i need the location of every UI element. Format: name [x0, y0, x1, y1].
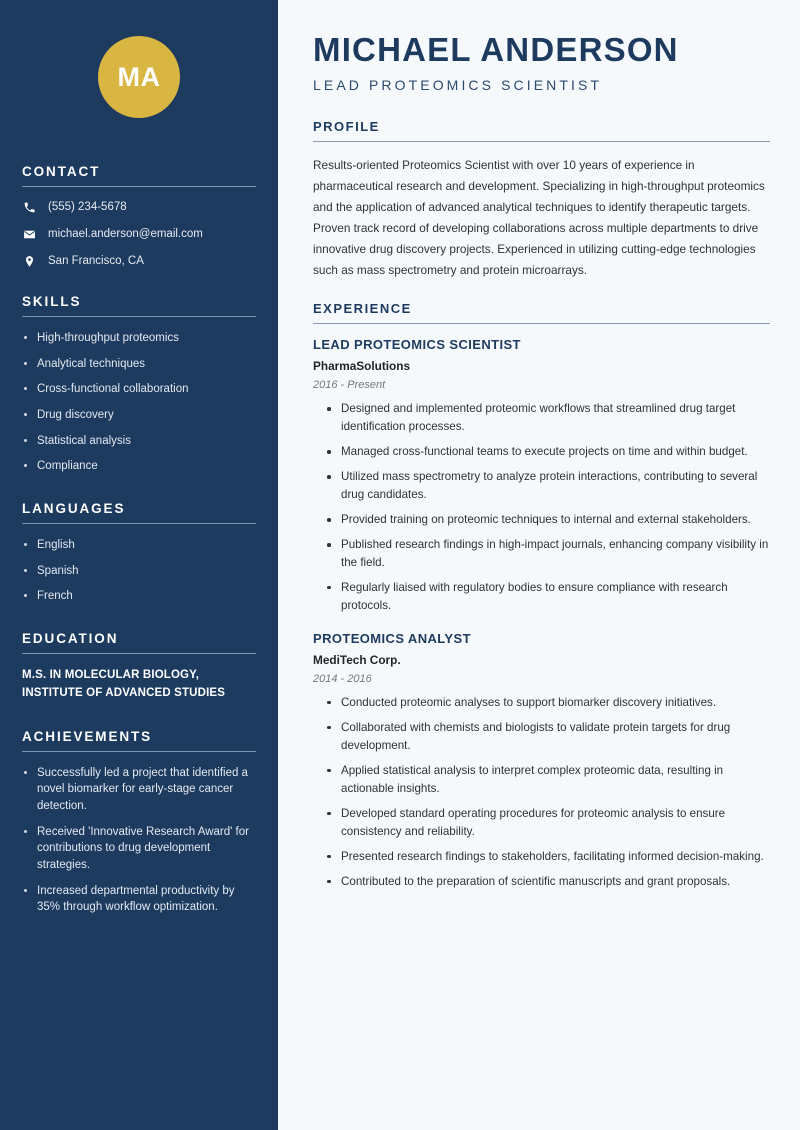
- envelope-icon: [22, 227, 36, 241]
- achievements-divider: [22, 751, 256, 752]
- list-item: Collaborated with chemists and biologists to validate protein targets for drug development.: [327, 719, 770, 755]
- languages-divider: [22, 523, 256, 524]
- list-item: Spanish: [22, 563, 256, 580]
- education-heading: EDUCATION: [22, 631, 119, 647]
- list-item: Managed cross-functional teams to execute projects on time and within budget.: [327, 443, 770, 461]
- experience-dates: 2016 - Present: [313, 379, 386, 392]
- section-experience: [313, 301, 770, 890]
- sidebar: [0, 0, 278, 1130]
- experience-role: LEAD PROTEOMICS SCIENTIST: [313, 337, 521, 353]
- resume-header: [313, 32, 770, 93]
- sidebar-section-education: [22, 631, 256, 703]
- languages-list: [22, 537, 256, 605]
- profile-divider: [313, 141, 770, 142]
- experience-bullet-list: [313, 400, 770, 615]
- list-item: Drug discovery: [22, 407, 256, 424]
- list-item: Presented research findings to stakeholders, facilitating informed decision-making.: [327, 848, 770, 866]
- sidebar-section-skills: [22, 294, 256, 475]
- list-item: Cross-functional collaboration: [22, 381, 256, 398]
- skills-divider: [22, 316, 256, 317]
- experience-role: PROTEOMICS ANALYST: [313, 630, 471, 646]
- list-item: Designed and implemented proteomic workflows that streamlined drug target identification processes.: [327, 400, 770, 436]
- contact-divider: [22, 186, 256, 187]
- list-item: French: [22, 588, 256, 605]
- experience-divider: [313, 323, 770, 324]
- skills-heading: SKILLS: [22, 294, 82, 309]
- education-institution: INSTITUTE OF ADVANCED STUDIES: [22, 686, 226, 699]
- page-title: MICHAEL ANDERSON: [313, 31, 679, 68]
- list-item: Conducted proteomic analyses to support biomarker discovery initiatives.: [327, 694, 770, 712]
- education-divider: [22, 653, 256, 654]
- avatar-container: [22, 0, 256, 164]
- contact-heading: CONTACT: [22, 164, 101, 179]
- map-pin-icon: [22, 254, 36, 268]
- profile-text: Results-oriented Proteomics Scientist with over 10 years of experience in pharmaceutical research and development. Specializing in high-throughput proteomics and the application of advanced analytical techniques to identify therapeutic targets. Proven track record of developing collaborations across multiple departments to drive innovative drug discovery projects. Experienced in utilizing cutting-edge technologies such as mass spectrometry and protein microarrays.: [313, 158, 765, 278]
- list-item: Increased departmental productivity by 35% through workflow optimization.: [22, 883, 256, 916]
- experience-dates: 2014 - 2016: [313, 672, 372, 685]
- achievements-list: [22, 765, 256, 916]
- sidebar-section-languages: [22, 501, 256, 605]
- header-subtitle: LEAD PROTEOMICS SCIENTIST: [313, 77, 603, 94]
- section-profile: [313, 119, 770, 281]
- achievements-heading: ACHIEVEMENTS: [22, 728, 153, 744]
- sidebar-section-achievements: [22, 729, 256, 916]
- list-item: Successfully led a project that identified a novel biomarker for early-stage cancer detection.: [22, 765, 256, 815]
- experience-bullet-list: [313, 694, 770, 891]
- contact-item-phone[interactable]: [22, 200, 256, 214]
- skills-list: [22, 330, 256, 475]
- contact-phone-value: (555) 234-5678: [48, 201, 127, 213]
- contact-email-value: michael.anderson@email.com: [48, 228, 203, 240]
- list-item: Analytical techniques: [22, 356, 256, 373]
- avatar: MA: [98, 36, 180, 118]
- experience-company: PharmaSolutions: [313, 359, 411, 374]
- list-item: Developed standard operating procedures for proteomic analysis to ensure consistency and reliability.: [327, 805, 770, 841]
- experience-company: MediTech Corp.: [313, 652, 401, 667]
- list-item: Applied statistical analysis to interpret complex proteomic data, resulting in actionable insights.: [327, 762, 770, 798]
- main-column: [283, 0, 800, 1130]
- list-item: English: [22, 537, 256, 554]
- phone-icon: [22, 200, 36, 214]
- list-item: Statistical analysis: [22, 433, 256, 450]
- profile-heading: PROFILE: [313, 119, 380, 135]
- experience-heading: EXPERIENCE: [313, 301, 412, 317]
- contact-item-email[interactable]: [22, 227, 256, 241]
- list-item: Published research findings in high-impact journals, enhancing company visibility in the field.: [327, 536, 770, 572]
- list-item: High-throughput proteomics: [22, 330, 256, 347]
- list-item: Compliance: [22, 458, 256, 475]
- languages-heading: LANGUAGES: [22, 501, 126, 517]
- experience-entry: [313, 337, 770, 615]
- contact-location-value: San Francisco, CA: [48, 255, 144, 267]
- contact-item-location[interactable]: [22, 254, 256, 268]
- list-item: Received 'Innovative Research Award' for contributions to drug development strategies.: [22, 824, 256, 874]
- list-item: Contributed to the preparation of scientific manuscripts and grant proposals.: [327, 873, 770, 891]
- list-item: Utilized mass spectrometry to analyze protein interactions, contributing to several drug candidates.: [327, 468, 770, 504]
- list-item: Provided training on proteomic techniques to internal and external stakeholders.: [327, 511, 770, 529]
- education-degree: M.S. IN MOLECULAR BIOLOGY,: [22, 669, 200, 682]
- sidebar-section-contact: [22, 164, 256, 268]
- list-item: Regularly liaised with regulatory bodies to ensure compliance with research protocols.: [327, 579, 770, 615]
- experience-entry: [313, 631, 770, 891]
